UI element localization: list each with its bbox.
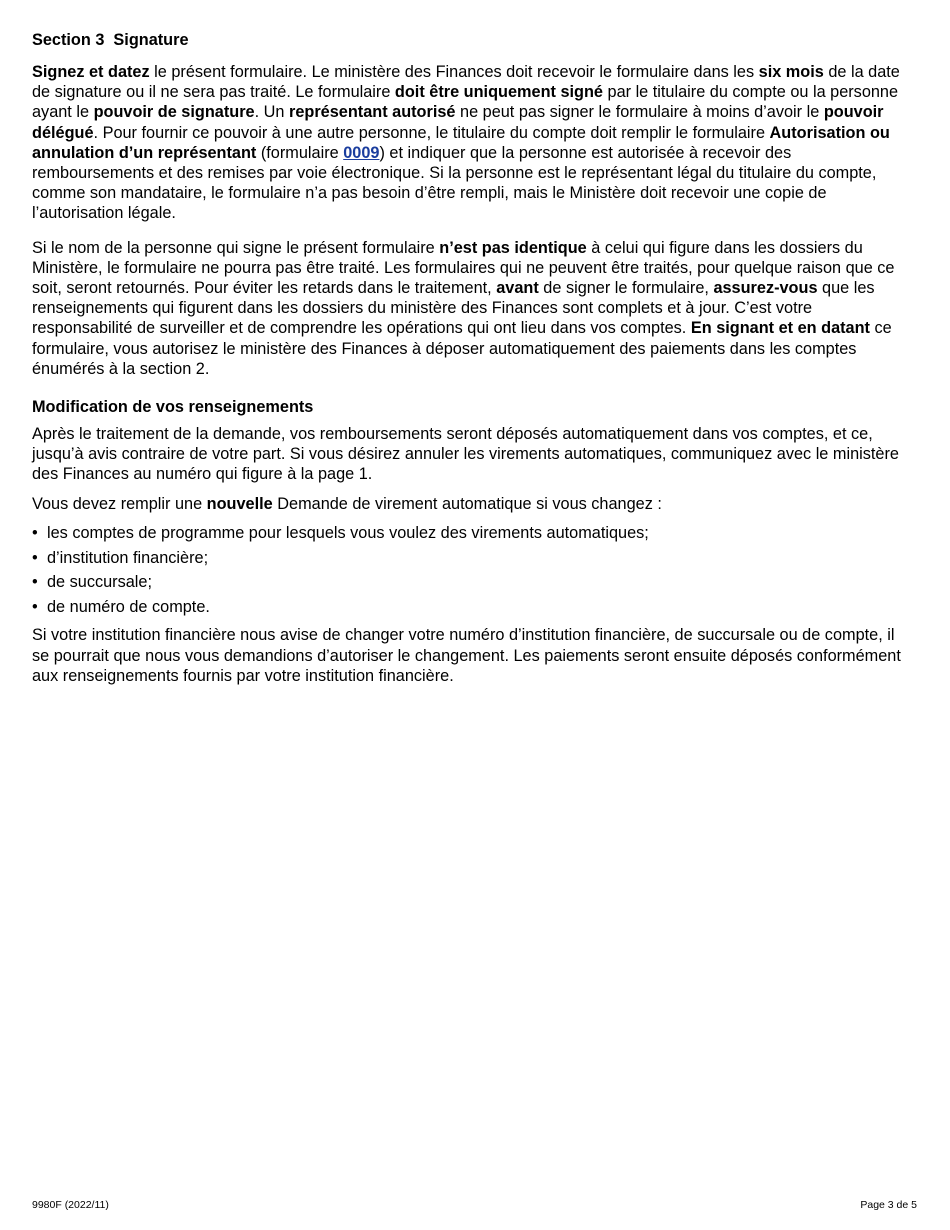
section-3-title: Section 3 Signature bbox=[32, 31, 189, 49]
bullet-icon: • bbox=[32, 573, 38, 592]
list-item: • de numéro de compte. bbox=[32, 598, 210, 617]
signature-paragraph-2: Si le nom de la personne qui signe le présent formulaire n’est pas identique à celui qui figure dans les dossiers du Ministère, le formulaire ne pourra pas être traité. Les formulaires qui ne peuvent être traités, pour quelque raison que ce soit, seront retournés. Pour éviter les retards dans le traitement, avant de signer le formulaire, assurez-vous que les renseignements qui figurent dans les dossiers du ministère des Finances sont complets et à jour. C’est votre responsabilité de surveiller et de comprendre les opérations qui ont lieu dans vos comptes. En signant et en datant ce formulaire, vous autorisez le ministère des Finances à déposer automatiquement des paiements dans les comptes énumérés à la section 2. bbox=[32, 238, 895, 378]
form-0009-link[interactable]: 0009 bbox=[343, 143, 380, 162]
bullet-icon: • bbox=[32, 598, 38, 617]
modification-title: Modification de vos renseignements bbox=[32, 398, 314, 417]
bullet-icon: • bbox=[32, 523, 38, 542]
modification-paragraph-1: Après le traitement de la demande, vos remboursements seront déposés automatiquement dans vos comptes, et ce, jusqu’à avis contraire de votre part. Si vous désirez annuler les virements automatiques, communiquez avec le ministère des Finances au numéro qui figure à la page 1. bbox=[32, 425, 899, 484]
bullet-icon: • bbox=[32, 548, 38, 567]
modification-paragraph-3: Si votre institution financière nous avise de changer votre numéro d’institution financière, de succursale ou de compte, il se pourrait que nous vous demandions d’autoriser le changement. Les paiements seront ensuite déposés conformément aux renseignements fournis par votre institution financière. bbox=[32, 626, 901, 685]
list-item: • d’institution financière; bbox=[32, 548, 209, 567]
page-content bbox=[32, 30, 916, 700]
page-number: Page 3 de 5 bbox=[860, 1199, 917, 1211]
list-item: • les comptes de programme pour lesquels vous voulez des virements automatiques; bbox=[32, 523, 649, 542]
modification-paragraph-2: Vous devez remplir une nouvelle Demande de virement automatique si vous changez : bbox=[32, 494, 662, 513]
form-code: 9980F (2022/11) bbox=[32, 1199, 109, 1211]
bold-text: Signez et datez bbox=[32, 63, 150, 81]
signature-paragraph-1: Signez et datez le présent formulaire. Le ministère des Finances doit recevoir le formulaire dans les six mois de la date de signature ou il ne sera pas traité. Le formulaire doit être uniquement signé par le titulaire du compte ou la personne ayant le pouvoir de signature. Un représentant autorisé ne peut pas signer le formulaire à moins d’avoir le pouvoir délégué. Pour fournir ce pouvoir à une autre personne, le titulaire du compte doit remplir le formulaire Autorisation ou annulation d’un représentant (formulaire 0009) et indiquer que la personne est autorisée à recevoir des remboursements et des remises par voie électronique. Si la personne est le représentant légal du titulaire du compte, comme son mandataire, le formulaire n’a pas besoin d’être rempli, mais le Ministère doit recevoir une copie de l’autorisation légale. bbox=[32, 63, 900, 223]
list-item: • de succursale; bbox=[32, 573, 152, 592]
change-list bbox=[32, 523, 916, 618]
